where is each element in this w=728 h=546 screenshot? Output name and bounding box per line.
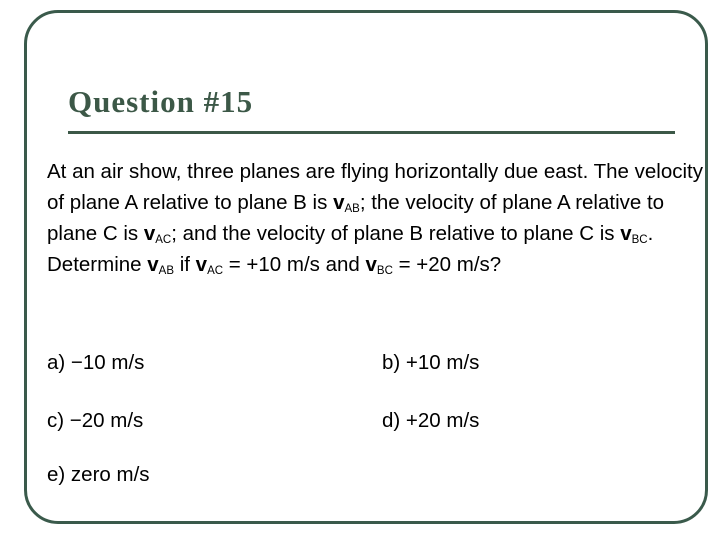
question-text-part: = +20 m/s? [392,253,502,276]
vector-subscript: BC [631,234,648,246]
answer-option-b: b) +10 m/s [382,351,480,374]
answer-option-c: c) −20 m/s [47,409,144,432]
vector-v: v [333,191,345,214]
vector-v: v [143,222,156,245]
vector-v: v [365,253,377,276]
vector-v: v [620,222,632,245]
vector-subscript: AC [207,265,224,277]
answer-option-d: d) +20 m/s [382,409,480,432]
question-text-part: ; the velocity of plane A relative to plane C is [47,191,665,245]
vector-subscript: AB [158,265,175,277]
question-text-part: ; and the velocity of plane B relative to plane C is [171,222,621,245]
title-underline [68,131,675,134]
vector-subscript: AC [155,234,172,246]
vector-v: v [147,253,159,276]
question-text-part: At an air show, three planes are flying horizontally due east. The velocity of plane A relative to plane B is [47,160,703,214]
question-title: Question #15 [68,84,254,119]
question-text-part: . Determine [47,222,654,276]
answer-option-e: e) zero m/s [47,463,150,486]
question-text-part: if [174,253,196,276]
question-text [47,156,707,280]
vector-v: v [195,253,208,276]
vector-subscript: AB [344,203,360,215]
answer-option-a: a) −10 m/s [47,351,145,374]
vector-subscript: BC [376,265,393,277]
question-text-part: = +10 m/s and [223,253,366,276]
